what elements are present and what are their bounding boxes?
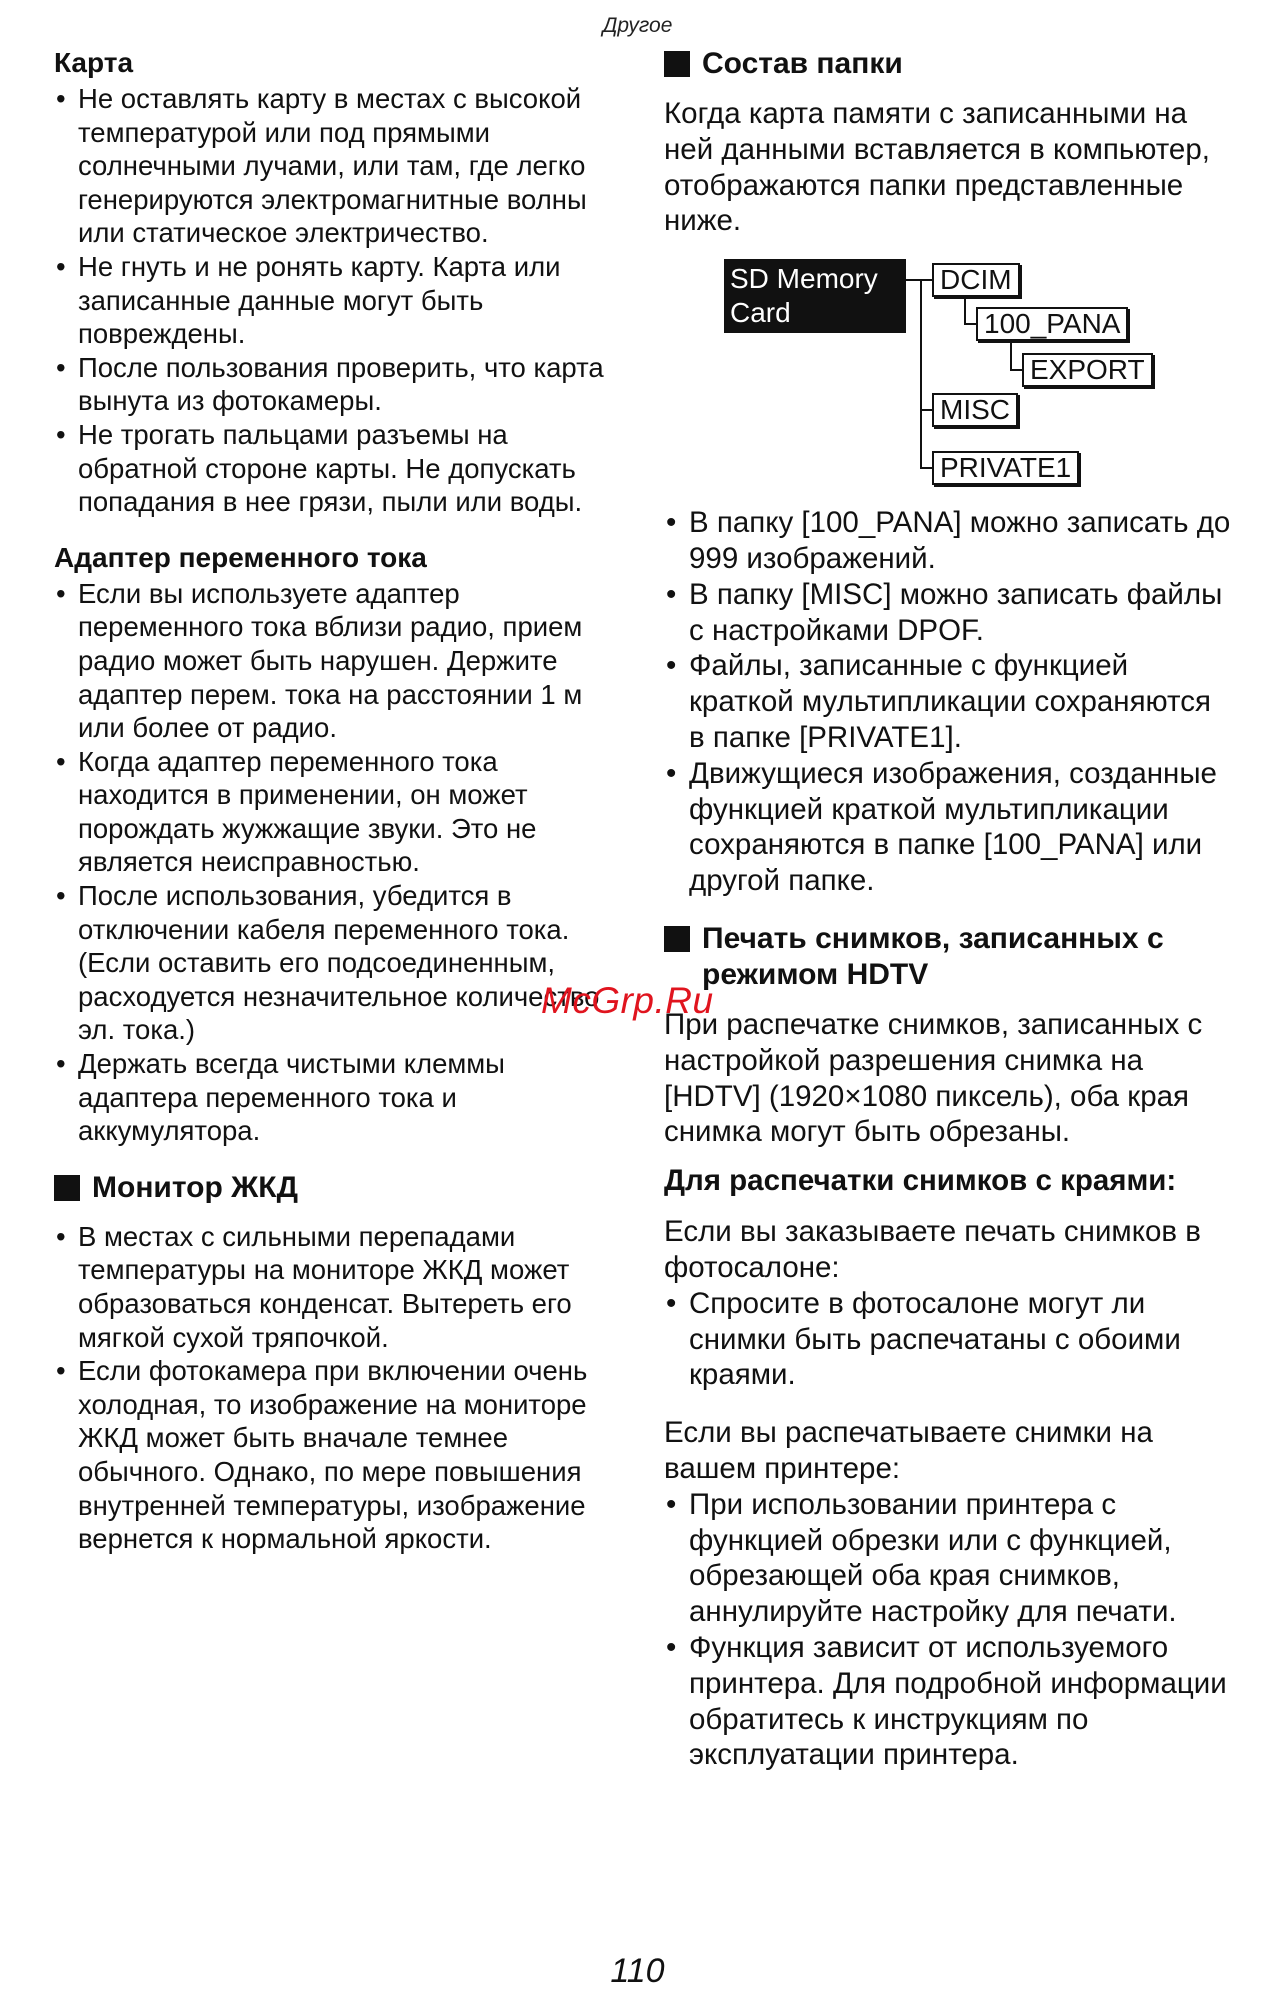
- watermark-text: McGrp.Ru: [541, 980, 714, 1021]
- list-item: • Если вы используете адаптер переменного тока вблизи радио, прием радио может быть нарушен. Держите адаптер перем. тока на расстоянии 1 м или более от радио.: [54, 577, 624, 745]
- page-header: Другое: [602, 14, 673, 37]
- section-square-icon: [664, 51, 690, 77]
- list-item: • Файлы, записанные с функцией краткой мультипликации сохраняются в папке [PRIVATE1].: [664, 648, 1234, 755]
- section-square-icon: [54, 1175, 80, 1201]
- sd-card-root: SD Memory Card: [724, 259, 906, 333]
- list-item: • Не трогать пальцами разъемы на обратной стороне карты. Не допускать попадания в нее грязи, пыли или воды.: [54, 418, 624, 519]
- folder-100-pana: 100_PANA: [976, 307, 1128, 341]
- hdtv-heading-text: Печать снимков, записанных с режимом HDTV: [702, 921, 1164, 991]
- hdtv-intro: При распечатке снимков, записанных с настройкой разрешения снимка на [HDTV] (1920×1080 пиксель), оба края снимка могут быть обрезаны.: [664, 1007, 1203, 1149]
- folders-list: [664, 505, 1234, 899]
- list-item: • Не гнуть и не ронять карту. Карта или записанные данные могут быть повреждены.: [54, 250, 624, 351]
- left-column: [54, 46, 624, 1556]
- hdtv-heading: [664, 921, 1234, 993]
- right-column: [664, 46, 1234, 1773]
- tree-connector: [920, 409, 932, 411]
- folder-tree-diagram: [664, 259, 1234, 491]
- hdtv-subheading: Для распечатки снимков с краями:: [664, 1164, 1177, 1198]
- list-item: • После пользования проверить, что карта вынута из фотокамеры.: [54, 351, 624, 418]
- folders-heading-text: Состав папки: [702, 47, 903, 80]
- list-item: • Функция зависит от используемого принтера. Для подробной информации обратитесь к инструкциям по эксплуатации принтера.: [664, 1630, 1234, 1773]
- lcd-list: [54, 1220, 624, 1556]
- folder-private1: PRIVATE1: [932, 451, 1079, 485]
- tree-connector: [1010, 369, 1022, 371]
- folder-misc: MISC: [932, 393, 1018, 427]
- list-item: • В местах с сильными перепадами температуры на мониторе ЖКД может образоваться конденсат. Вытереть его мягкой сухой тряпочкой.: [54, 1220, 624, 1354]
- folders-heading: [664, 46, 1234, 82]
- tree-connector: [920, 279, 932, 281]
- karta-list: [54, 82, 624, 519]
- page-number: 110: [610, 1952, 665, 1990]
- list-item: • При использовании принтера с функцией обрезки или с функцией, обрезающей оба края снимков, аннулируйте настройку для печати.: [664, 1487, 1234, 1630]
- salon-intro: Если вы заказываете печать снимков в фотосалоне:: [664, 1215, 1201, 1284]
- tree-connector: [964, 323, 976, 325]
- list-item: • После использования, убедится в отключении кабеля переменного тока. (Если оставить его подсоединенным, расходуется незначительное количество эл. тока.): [54, 879, 624, 1047]
- folder-export: EXPORT: [1022, 353, 1153, 387]
- lcd-heading: [54, 1170, 624, 1206]
- tree-connector: [1010, 341, 1012, 371]
- list-item: • Не оставлять карту в местах с высокой температурой или под прямыми солнечными лучами, или там, где легко генерируются электромагнитные волны или статическое электричество.: [54, 82, 624, 250]
- list-item: • Держать всегда чистыми клеммы адаптера переменного тока и аккумулятора.: [54, 1047, 624, 1148]
- adapter-heading: Адаптер переменного тока: [54, 541, 427, 573]
- list-item: • В папку [100_PANA] можно записать до 999 изображений.: [664, 505, 1234, 577]
- karta-heading: Карта: [54, 47, 134, 78]
- tree-connector: [920, 467, 932, 469]
- tree-connector: [920, 279, 922, 469]
- printer-intro: Если вы распечатываете снимки на вашем принтере:: [664, 1416, 1153, 1485]
- list-item: • Движущиеся изображения, созданные функцией краткой мультипликации сохраняются в папке [100_PANA] или другой папке.: [664, 756, 1234, 899]
- tree-connector: [964, 295, 966, 325]
- list-item: • Если фотокамера при включении очень холодная, то изображение на мониторе ЖКД может быть вначале темнее обычного. Однако, по мере повышения внутренней температуры, изображение вернется к нормальной яркости.: [54, 1354, 624, 1556]
- list-item: • Спросите в фотосалоне могут ли снимки быть распечатаны с обоими краями.: [664, 1286, 1234, 1393]
- folders-intro: Когда карта памяти с записанными на ней данными вставляется в компьютер, отображаются папки представленные ниже.: [664, 97, 1210, 238]
- adapter-list: [54, 577, 624, 1148]
- folder-dcim: DCIM: [932, 263, 1020, 297]
- section-square-icon: [664, 926, 690, 952]
- list-item: • Когда адаптер переменного тока находится в применении, он может порождать жужжащие звуки. Это не является неисправностью.: [54, 745, 624, 879]
- list-item: • В папку [MISC] можно записать файлы с настройками DPOF.: [664, 577, 1234, 649]
- lcd-heading-text: Монитор ЖКД: [92, 1170, 298, 1204]
- printer-list: [664, 1487, 1234, 1773]
- salon-list: [664, 1286, 1234, 1393]
- tree-connector: [906, 279, 920, 281]
